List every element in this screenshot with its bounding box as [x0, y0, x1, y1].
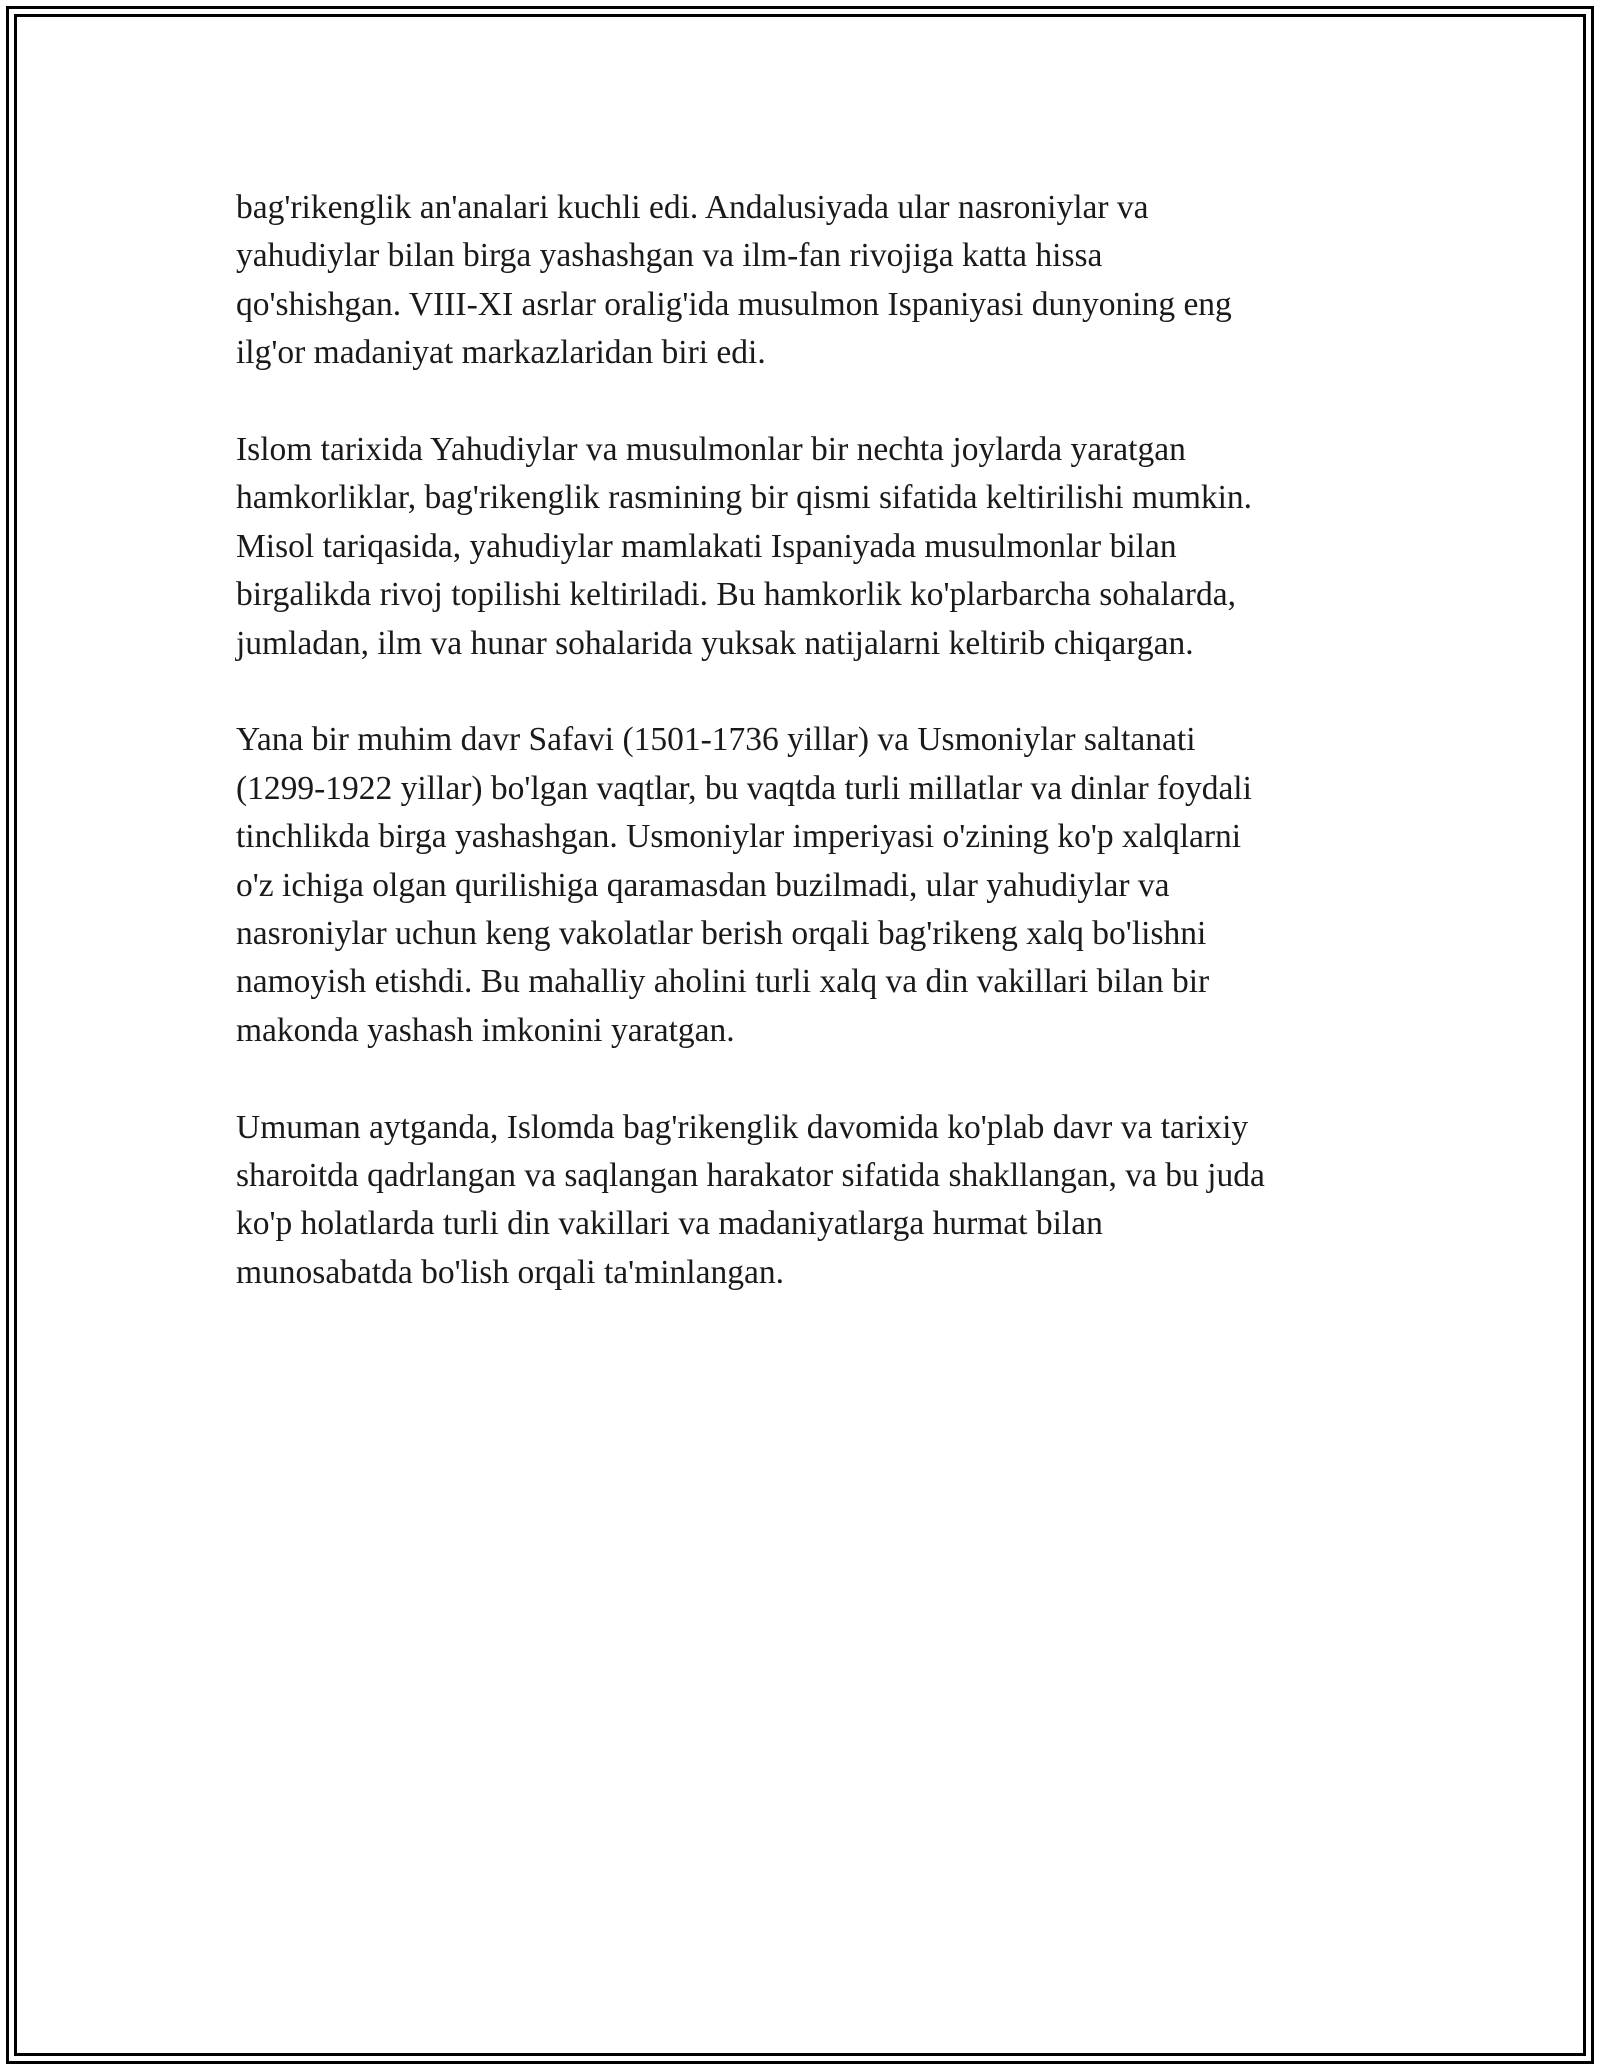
paragraph-3 — [236, 716, 1416, 1055]
text-line: hamkorliklar, bag'rikenglik rasmining bir qismi sifatida keltirilishi mumkin. — [236, 479, 1253, 517]
text-line: Umuman aytganda, Islomda bag'rikenglik davomida ko'plab davr va tarixiy — [236, 1108, 1249, 1146]
text-line: namoyish etishdi. Bu mahalliy aholini turli xalq va din vakillari bilan bir — [236, 963, 1210, 1001]
text-line: o'z ichiga olgan qurilishiga qaramasdan buzilmadi, ular yahudiylar va — [236, 866, 1170, 904]
text-line: birgalikda rivoj topilishi keltiriladi. Bu hamkorlik ko'plarbarcha sohalarda, — [236, 576, 1236, 614]
paragraph-2 — [236, 426, 1416, 668]
text-line: jumladan, ilm va hunar sohalarida yuksak natijalarni keltirib chiqargan. — [236, 624, 1194, 662]
text-line: tinchlikda birga yashashgan. Usmoniylar imperiyasi o'zining ko'p xalqlarni — [236, 818, 1242, 856]
text-line: makonda yashash imkonini yaratgan. — [236, 1011, 735, 1049]
text-line: ko'p holatlarda turli din vakillari va madaniyatlarga hurmat bilan — [236, 1205, 1103, 1243]
text-line: sharoitda qadrlangan va saqlangan harakator sifatida shakllangan, va bu juda — [236, 1157, 1265, 1195]
document-body — [236, 184, 1416, 1346]
text-line: Misol tariqasida, yahudiylar mamlakati Ispaniyada musulmonlar bilan — [236, 527, 1177, 565]
text-line: yahudiylar bilan birga yashashgan va ilm-fan rivojiga katta hissa — [236, 237, 1103, 275]
text-line: munosabatda bo'lish orqali ta'minlangan. — [236, 1253, 784, 1291]
text-line: nasroniylar uchun keng vakolatlar berish orqali bag'rikeng xalq bo'lishni — [236, 915, 1207, 953]
text-line: Yana bir muhim davr Safavi (1501-1736 yillar) va Usmoniylar saltanati — [236, 721, 1196, 759]
text-line: ilg'or madaniyat markazlaridan biri edi. — [236, 334, 766, 372]
paragraph-4 — [236, 1104, 1416, 1298]
paragraph-1 — [236, 184, 1416, 378]
text-line: Islom tarixida Yahudiylar va musulmonlar bir nechta joylarda yaratgan — [236, 431, 1186, 469]
text-line: (1299-1922 yillar) bo'lgan vaqtlar, bu vaqtda turli millatlar va dinlar foydali — [236, 769, 1252, 807]
text-line: bag'rikenglik an'analari kuchli edi. Andalusiyada ular nasroniylar va — [236, 189, 1149, 226]
text-line: qo'shishgan. VIII-XI asrlar oralig'ida musulmon Ispaniyasi dunyoning eng — [236, 285, 1232, 323]
